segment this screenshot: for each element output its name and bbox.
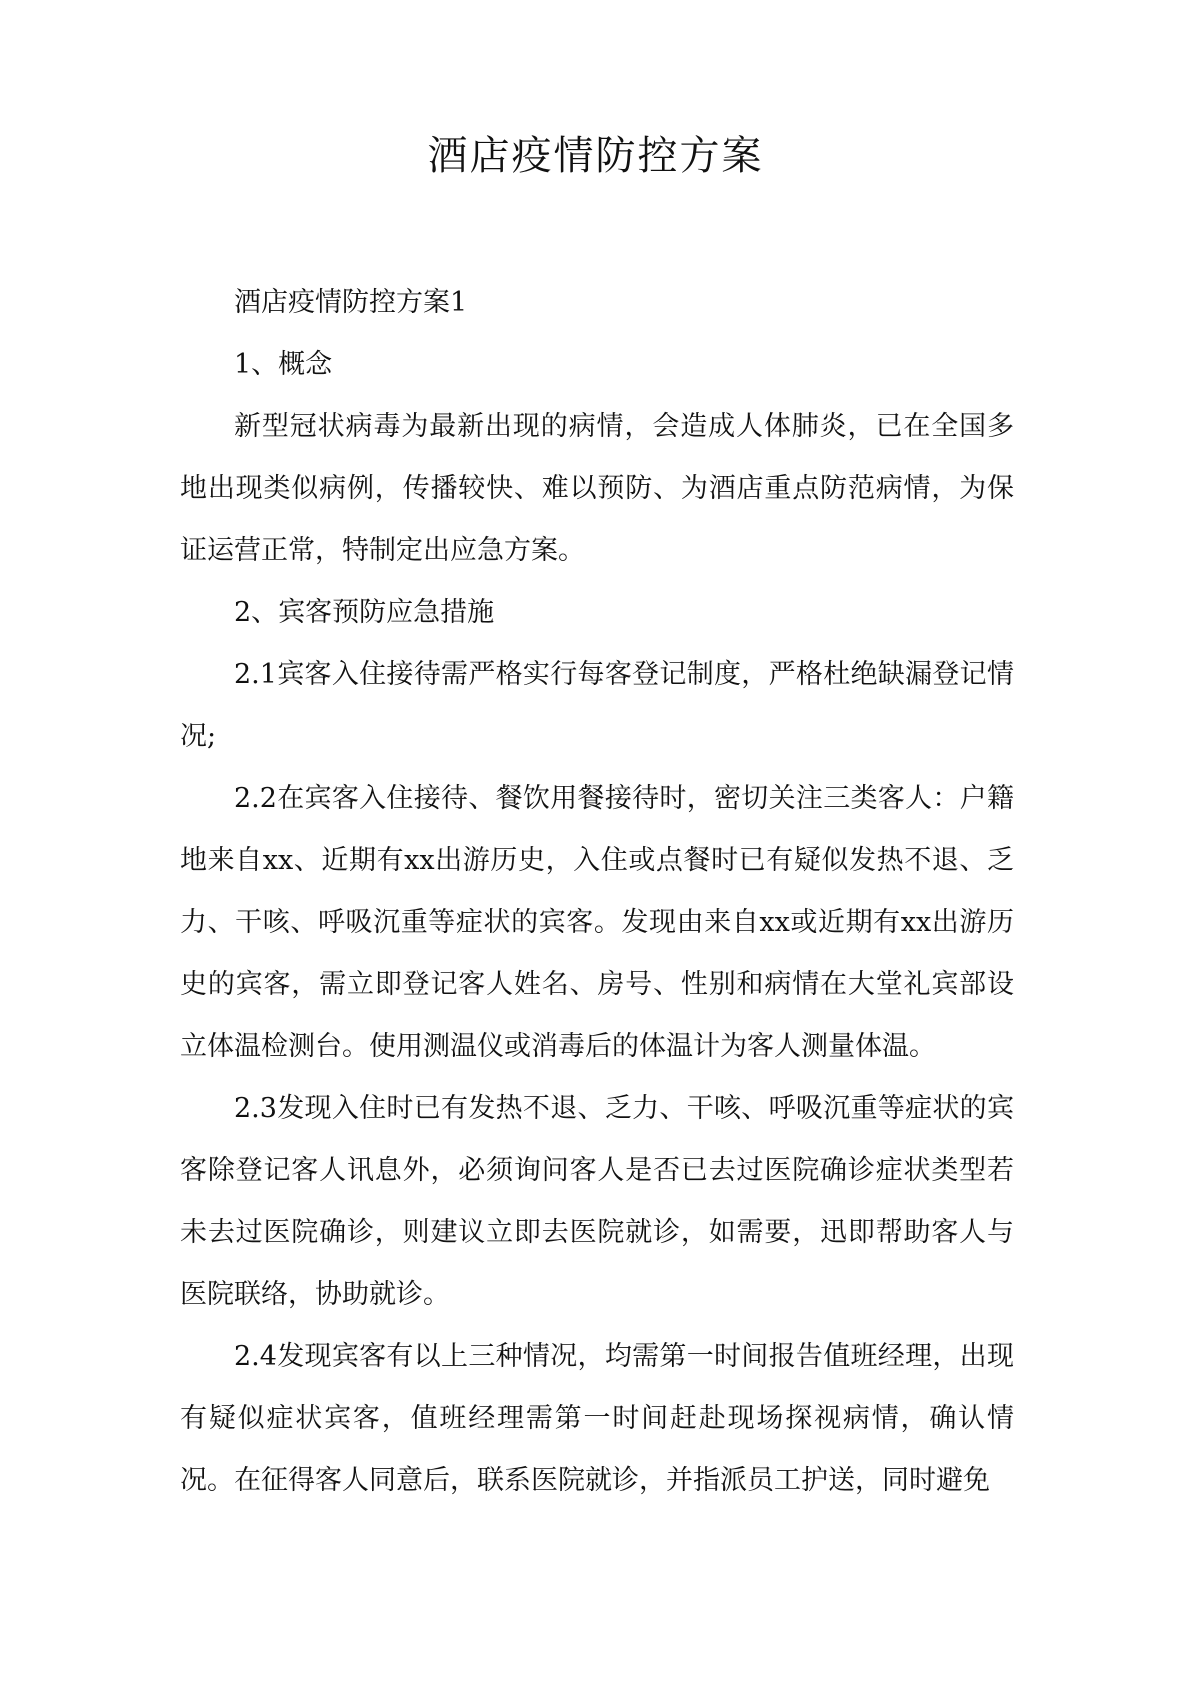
paragraph-2-3: 2.3发现入住时已有发热不退、乏力、干咳、呼吸沉重等症状的宾客除登记客人讯息外，必须询问客人是否已去过医院确诊症状类型若未去过医院确诊，则建议立即去医院就诊，如需要，迅即帮助客人与医院联络，协助就诊。 <box>180 1093 1014 1310</box>
document-body <box>180 272 1014 1512</box>
paragraph-2-4: 2.4发现宾客有以上三种情况，均需第一时间报告值班经理，出现有疑似症状宾客，值班经理需第一时间赶赴现场探视病情，确认情况。在征得客人同意后，联系医院就诊，并指派员工护送，同时避免 <box>180 1341 1014 1496</box>
document-title: 酒店疫情防控方案 <box>427 133 764 179</box>
paragraph-2-2: 2.2在宾客入住接待、餐饮用餐接待时，密切关注三类客人：户籍地来自xx、近期有xx出游历史，入住或点餐时已有疑似发热不退、乏力、干咳、呼吸沉重等症状的宾客。发现由来自xx或近期有xx出游历史的宾客，需立即登记客人姓名、房号、性别和病情在大堂礼宾部设立体温检测台。使用测温仪或消毒后的体温计为客人测量体温。 <box>180 783 1014 1062</box>
paragraph-heading-concept: 1、概念 <box>234 349 333 380</box>
paragraph-concept-text: 新型冠状病毒为最新出现的病情，会造成人体肺炎，已在全国多地出现类似病例，传播较快、难以预防、为酒店重点防范病情，为保证运营正常，特制定出应急方案。 <box>180 411 1014 566</box>
paragraph-2-1: 2.1宾客入住接待需严格实行每客登记制度，严格杜绝缺漏登记情况; <box>180 659 1014 752</box>
paragraph-heading-guest-measures: 2、宾客预防应急措施 <box>234 597 495 628</box>
paragraph-section-heading: 酒店疫情防控方案1 <box>234 287 468 318</box>
